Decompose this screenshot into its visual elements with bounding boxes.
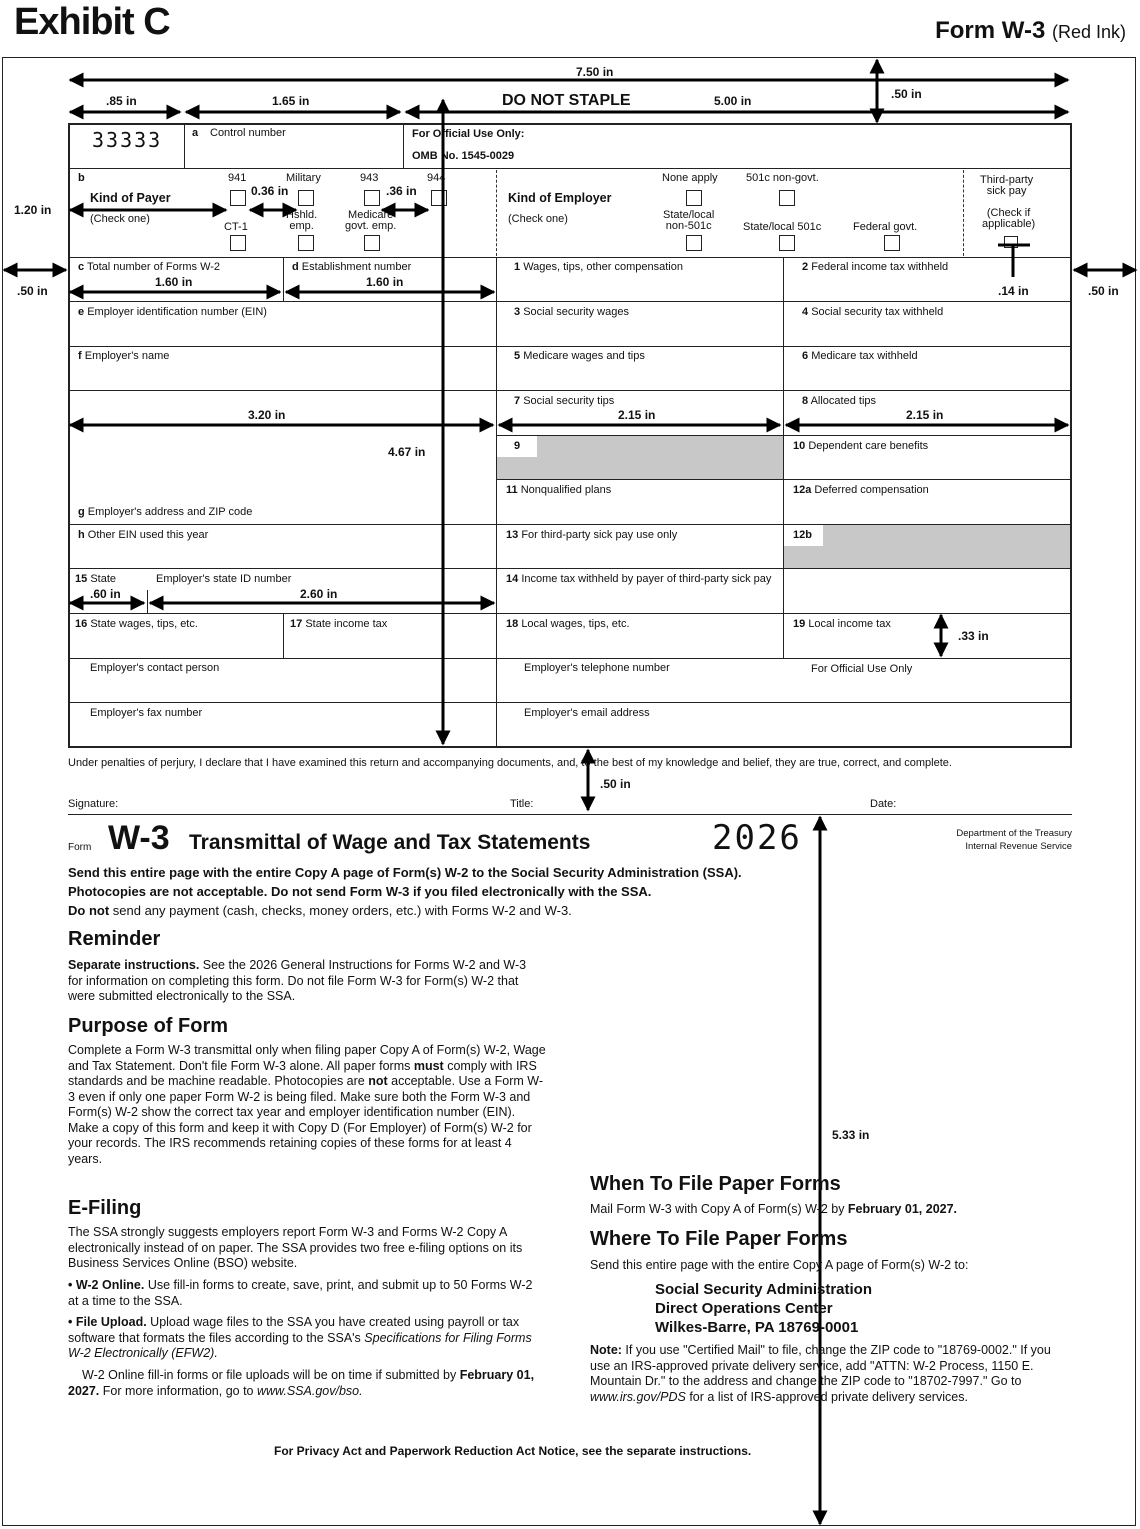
dim-85: .85 in — [106, 94, 137, 108]
privacy-notice: For Privacy Act and Paperwork Reduction Act Notice, see the separate instructions. — [274, 1444, 752, 1458]
opt-none-apply: None apply — [662, 172, 718, 184]
box-g-label: g Employer's address and ZIP code — [78, 506, 253, 518]
contact-person-label: Employer's contact person — [90, 662, 220, 674]
dim-500: 5.00 in — [714, 94, 752, 108]
ink-note: (Red Ink) — [1051, 22, 1126, 42]
instruction-line-2: Photocopies are not acceptable. Do not send Form W-3 if you filed electronically with the SSA. — [68, 884, 652, 899]
instruction-line-1: Send this entire page with the entire Copy A page of Form(s) W-2 to the Social Security Administration (SSA). — [68, 865, 742, 880]
when-heading: When To File Paper Forms — [590, 1173, 841, 1195]
form-label: Form W-3 — [935, 17, 1046, 44]
box-4-label: 4 Social security tax withheld — [802, 306, 944, 318]
box-7-label: 7 Social security tips — [514, 395, 615, 407]
opt-military: Military — [286, 172, 321, 184]
title-label: Title: — [510, 798, 534, 810]
dim-50-top: .50 in — [891, 87, 922, 101]
tax-year: 2026 — [712, 818, 802, 858]
dim-750: 7.50 in — [576, 65, 614, 79]
kind-of-payer: Kind of Payer — [90, 191, 171, 205]
box-16-label: 16 State wages, tips, etc. — [75, 618, 198, 630]
where-text: Send this entire page with the entire Copy A page of Form(s) W-2 to: — [590, 1258, 969, 1272]
form-word: Form — [68, 842, 92, 853]
do-not-staple: DO NOT STAPLE — [502, 92, 631, 109]
dim-60: .60 in — [90, 587, 121, 601]
instruction-line-3: Do not send any payment (cash, checks, money orders, etc.) with Forms W-2 and W-3. — [68, 903, 572, 918]
dept-treasury: Department of the Treasury — [956, 828, 1072, 839]
opt-944: 944 — [427, 172, 446, 184]
control-label: Control number — [210, 127, 286, 139]
dim-50-mid: .50 in — [600, 777, 631, 791]
box-13-label: 13 For third-party sick pay use only — [506, 529, 678, 541]
opt-medicare: Medicare govt. emp. — [345, 209, 397, 232]
box-18-label: 18 Local wages, tips, etc. — [506, 618, 630, 630]
opt-hshld: Hshld. emp. — [286, 209, 318, 232]
official-use-only-label: For Official Use Only — [811, 663, 913, 675]
box-12b-label: 12b — [793, 529, 812, 541]
reminder-text: Separate instructions. See the 2026 General Instructions for Forms W-2 and W-3 for information on completing this form. Do not file Form W-3 for Form(s) W-2 that were submitted electronically to the SSA. — [68, 958, 527, 1003]
box-9-label: 9 — [514, 440, 521, 452]
dim-036: 0.36 in — [251, 184, 289, 198]
penalty-statement: Under penalties of perjury, I declare that I have examined this return and accompanying documents, and, to the best of my knowledge and belief, they are true, correct, and complete. — [68, 757, 952, 769]
box-f-label: f Employer's name — [78, 350, 170, 362]
control-code: 33333 — [92, 128, 163, 152]
dim-467: 4.67 in — [388, 445, 426, 459]
when-text: Mail Form W-3 with Copy A of Form(s) W-2 by February 01, 2027. — [590, 1202, 958, 1216]
box-5-label: 5 Medicare wages and tips — [514, 350, 645, 362]
check-one-payer: (Check one) — [90, 213, 150, 225]
dim-14: .14 in — [998, 284, 1029, 298]
irs-label: Internal Revenue Service — [965, 841, 1072, 852]
efiling-file-upload: • File Upload. Upload wage files to the SSA you have created using payroll or tax software that formats the files according to the SSA's Specifications for Filing Forms W-2 Electronically (EFW2). — [68, 1315, 532, 1360]
box-11-label: 11 Nonqualified plans — [506, 484, 612, 496]
check-one-employer: (Check one) — [508, 213, 568, 225]
dim-160-a: 1.60 in — [155, 275, 193, 289]
kind-of-employer: Kind of Employer — [508, 191, 612, 205]
efiling-heading: E-Filing — [68, 1197, 142, 1219]
dim-260: 2.60 in — [300, 587, 338, 601]
dim-533: 5.33 in — [832, 1128, 870, 1142]
box-6-label: 6 Medicare tax withheld — [802, 350, 918, 362]
dim-165: 1.65 in — [272, 94, 310, 108]
w3-title: W-3 — [108, 819, 170, 857]
opt-943: 943 — [360, 172, 379, 184]
box-10-label: 10 Dependent care benefits — [793, 440, 929, 452]
opt-501c: 501c non-govt. — [746, 172, 819, 184]
address-line-1: Social Security Administration — [655, 1281, 872, 1298]
box-12a-label: 12a Deferred compensation — [793, 484, 929, 496]
box-1-label: 1 Wages, tips, other compensation — [514, 261, 683, 273]
opt-federal: Federal govt. — [853, 221, 918, 233]
omb-number: OMB No. 1545-0029 — [412, 150, 515, 162]
opt-state-local-501c: State/local 501c — [743, 221, 822, 233]
box-d-label: d Establishment number — [292, 261, 412, 273]
dim-33: .33 in — [958, 629, 989, 643]
opt-third-party: Third-party sick pay — [980, 174, 1034, 197]
telephone-label: Employer's telephone number — [524, 662, 670, 674]
email-label: Employer's email address — [524, 707, 650, 719]
address-line-2: Direct Operations Center — [655, 1300, 833, 1317]
efiling-timely: W-2 Online fill-in forms or file uploads will be on time if submitted by February 01, 2027. For more information, go to www.SSA.gov/bso. — [68, 1368, 535, 1398]
box-h-label: h Other EIN used this year — [78, 529, 209, 541]
address-line-3: Wilkes-Barre, PA 18769-0001 — [655, 1319, 859, 1336]
purpose-text: Complete a Form W-3 transmittal only when filing paper Copy A of Form(s) W-2, Wage and Tax Statement. Don't file Form W-3 alone. All paper forms must comply with IRS standards and be machine readable. Photocopies are not acceptable. Use a Form W-3 even if only one paper Form W-2 is being filed. Make sure both the Form W-3 and Form(s) W-2 show the correct tax year and employer identification number (EIN). Make a copy of this form and keep it with Copy D (For Employer) of Form(s) W-2 for your records. The IRS recommends retaining copies of these forms for at least 4 years. — [68, 1043, 546, 1166]
official-use-label: For Official Use Only: — [412, 128, 525, 140]
box-14-label: 14 Income tax withheld by payer of third-party sick pay — [506, 573, 772, 585]
opt-ct1: CT-1 — [224, 221, 248, 233]
dim-320: 3.20 in — [248, 408, 286, 422]
dim-160-b: 1.60 in — [366, 275, 404, 289]
purpose-heading: Purpose of Form — [68, 1015, 229, 1037]
form-title: Transmittal of Wage and Tax Statements — [189, 831, 591, 854]
efiling-w2-online: • W-2 Online. Use fill-in forms to create, save, print, and submit up to 50 Forms W-2 at a time to the SSA. — [68, 1278, 533, 1308]
box-8-label: 8 Allocated tips — [802, 395, 877, 407]
dim-50-right: .50 in — [1088, 284, 1119, 298]
box-19-label: 19 Local income tax — [793, 618, 891, 630]
box-2-label: 2 Federal income tax withheld — [802, 261, 949, 273]
dim-215-a: 2.15 in — [618, 408, 656, 422]
signature-label: Signature: — [68, 798, 119, 810]
b-label: b — [78, 172, 85, 184]
box-17-label: 17 State income tax — [290, 618, 388, 630]
box-3-label: 3 Social security wages — [514, 306, 629, 318]
exhibit-label: Exhibit C — [14, 1, 170, 43]
note-text: Note: If you use "Certified Mail" to file, change the ZIP code to "18769-0002." If you use an IRS-approved private delivery service, add "ATTN: W-2 Process, 1150 E. Mountain Dr." to the address and change the ZIP code to "18702-7997." Go to www.irs.gov/PDS for a list of IRS-approved private delivery services. — [590, 1343, 1051, 1404]
control-letter: a — [192, 127, 199, 139]
opt-state-local: State/local non-501c — [663, 209, 715, 232]
dim-120: 1.20 in — [14, 203, 52, 217]
reminder-heading: Reminder — [68, 928, 161, 950]
dim-36: .36 in — [386, 184, 417, 198]
efiling-text: The SSA strongly suggests employers report Form W-3 and Forms W-2 Copy A electronically instead of on paper. The SSA provides two free e-filing options on its Business Services Online (BSO) website. — [68, 1225, 523, 1270]
state-id-label: Employer's state ID number — [156, 573, 292, 585]
box-c-label: c Total number of Forms W-2 — [78, 261, 221, 273]
where-heading: Where To File Paper Forms — [590, 1228, 848, 1250]
fax-label: Employer's fax number — [90, 707, 203, 719]
dim-215-b: 2.15 in — [906, 408, 944, 422]
opt-941: 941 — [228, 172, 247, 184]
box-15-label: 15 State — [75, 573, 116, 585]
box-e-label: e Employer identification number (EIN) — [78, 306, 267, 318]
check-if-applicable: (Check if applicable) — [982, 207, 1036, 230]
dim-50-left: .50 in — [17, 284, 48, 298]
date-label: Date: — [870, 798, 897, 810]
